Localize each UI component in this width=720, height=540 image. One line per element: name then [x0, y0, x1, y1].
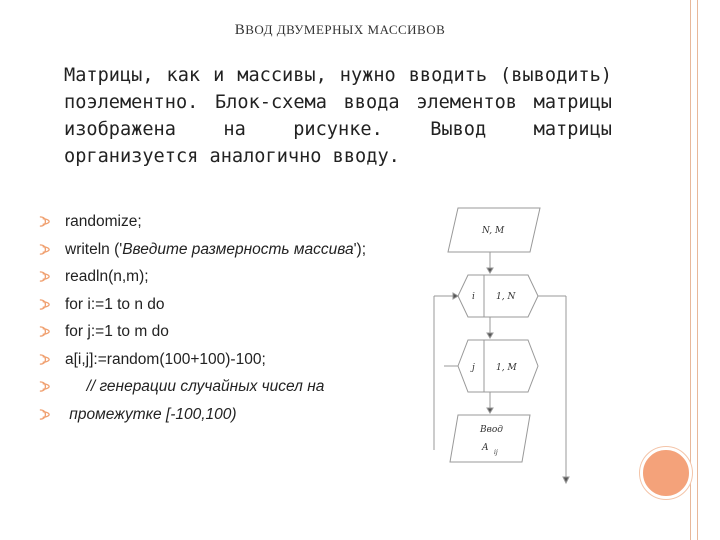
code-line	[38, 346, 366, 374]
code-comment: // генерации случайных чисел на	[65, 378, 325, 395]
bullet-icon	[38, 243, 51, 256]
arrow-icon	[563, 477, 569, 483]
bullet-icon	[38, 353, 51, 366]
intro-paragraph: Матрицы, как и массивы, нужно вводить (выводить) поэлементно. Блок-схема ввода элементов матрицы изображена на рисунке. Вывод матрицы организуется аналогично вводу.	[64, 65, 612, 167]
bullet-icon	[38, 215, 51, 228]
frame-line-right	[697, 0, 698, 540]
arrow-icon	[487, 408, 493, 413]
loop-i-var: i	[472, 292, 475, 302]
arrow-icon	[453, 293, 458, 299]
code-line	[38, 318, 366, 346]
code-line	[38, 208, 366, 236]
flowchart	[420, 200, 580, 490]
bullet-icon	[38, 380, 51, 393]
code-text: randomize;	[65, 213, 142, 230]
loop-j-var: j	[472, 363, 475, 373]
element-subscript: ij	[494, 449, 498, 456]
element-label: A	[482, 443, 489, 453]
bullet-icon	[38, 325, 51, 338]
input-element-block	[450, 415, 530, 462]
code-line	[38, 291, 366, 319]
code-line	[38, 401, 366, 429]
decorative-circle	[640, 447, 692, 499]
bullet-icon	[38, 270, 51, 283]
loop-i-range: 1, N	[496, 292, 516, 302]
code-text: for i:=1 to n do	[65, 295, 165, 313]
title-first-letter: В	[234, 22, 246, 38]
code-italic-text: Введите размерность массива	[122, 240, 354, 258]
frame-line-left	[690, 0, 691, 540]
code-list	[38, 208, 366, 428]
code-comment: промежутке [-100,100)	[65, 405, 237, 423]
bullet-icon	[38, 298, 51, 311]
code-line	[38, 373, 366, 401]
input-label: N, M	[482, 226, 505, 236]
slide-title	[0, 22, 680, 39]
code-line	[38, 263, 366, 291]
code-text: ');	[353, 240, 367, 258]
loop-j-range: 1, M	[496, 363, 517, 373]
code-text: for j:=1 to m do	[65, 323, 169, 340]
code-line	[38, 236, 366, 264]
arrow-icon	[487, 268, 493, 273]
code-text: a[i,j]:=random(100+100)-100;	[65, 350, 266, 368]
bullet-icon	[38, 408, 51, 421]
arrow-icon	[487, 333, 493, 338]
code-text: readln(n,m);	[65, 268, 149, 285]
title-rest: ВОД ДВУМЕРНЫХ МАССИВОВ	[245, 22, 446, 37]
input-block-label: Ввод	[480, 425, 503, 435]
code-text: writeln ('	[65, 240, 123, 258]
